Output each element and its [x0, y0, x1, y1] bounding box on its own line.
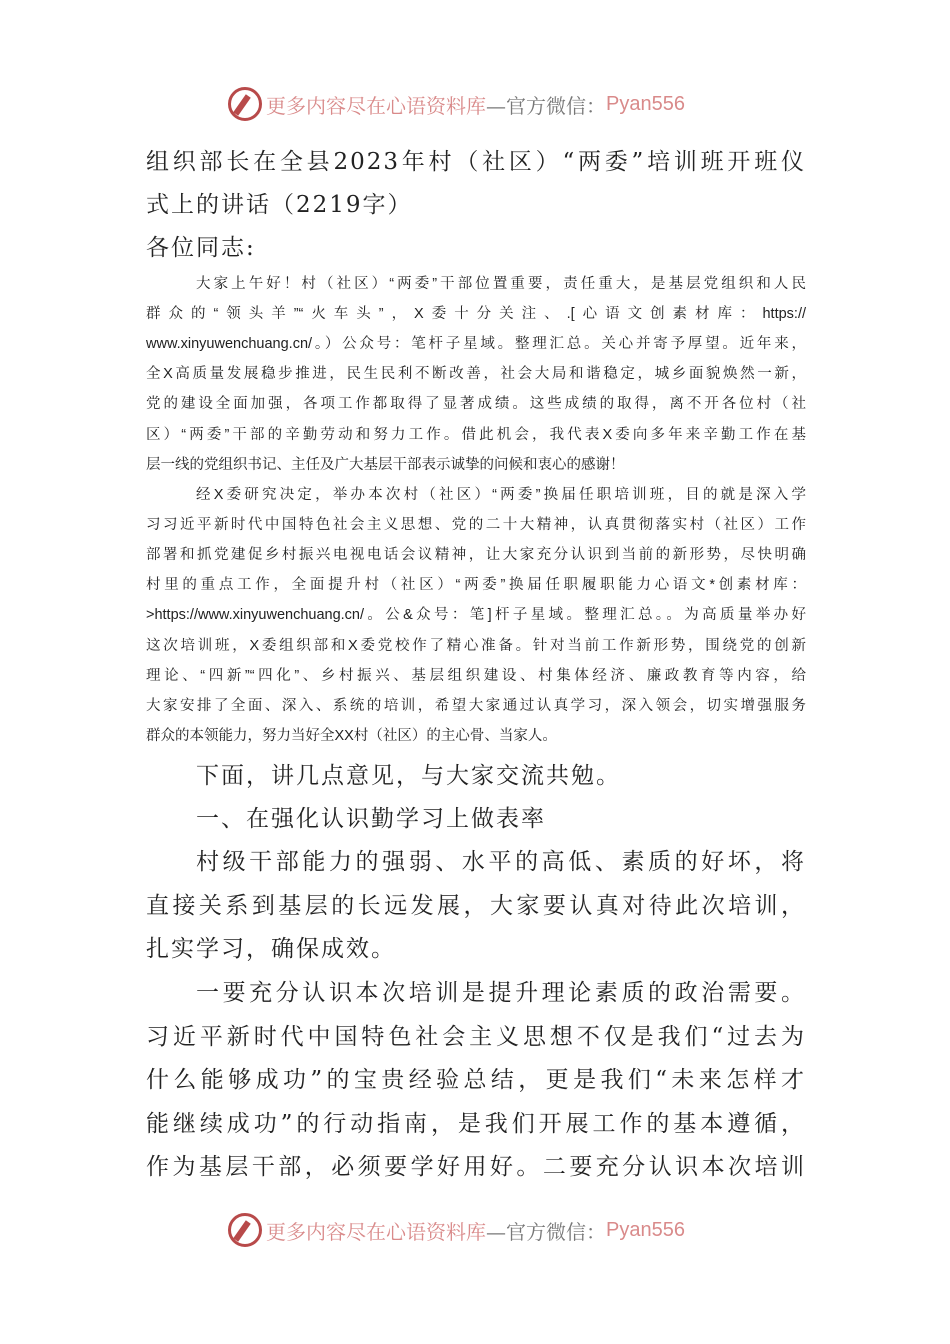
- body-paragraph-line: 区）“两委”干部的辛勤劳动和努力工作。借此机会，我代表X委向多年来辛勤工作在基: [146, 426, 806, 443]
- pen-logo-icon: [228, 1213, 262, 1247]
- document-title: 式上的讲话（2219字）: [146, 192, 413, 218]
- body-paragraph-line: 党的建设全面加强，各项工作都取得了显著成绩。这些成绩的取得，离不开各位村（社: [146, 396, 806, 413]
- pen-logo-icon: [228, 87, 262, 121]
- watermark-text: —官方微信：: [486, 1219, 606, 1244]
- body-paragraph-line: 直接关系到基层的长远发展，大家要认真对待此次培训，: [146, 892, 806, 919]
- watermark-wechat: Pyan556: [606, 1218, 685, 1241]
- body-paragraph-line: 群众的本领能力，努力当好全XX村（社区）的主心骨、当家人。: [146, 727, 557, 744]
- body-paragraph-line: 群众的“领头羊”“火车头”，X委十分关注、.[心语文创素材库：https://: [146, 306, 806, 323]
- body-paragraph-line: 这次培训班，X委组织部和X委党校作了精心准备。针对当前工作新形势，围绕党的创新: [146, 637, 806, 654]
- body-paragraph-line: 层一线的党组织书记、主任及广大基层干部表示诚挚的问候和衷心的感谢！: [146, 456, 625, 473]
- body-paragraph-line: 大家上午好！村（社区）“两委”干部位置重要，责任重大，是基层党组织和人民: [196, 276, 806, 292]
- body-paragraph-line: 经X委研究决定，举办本次村（社区）“两委”换届任职培训班，目的就是深入学: [196, 487, 806, 503]
- body-paragraph-line: 什么能够成功”的宝贵经验总结，更是我们“未来怎样才: [146, 1067, 806, 1094]
- body-paragraph-line: 能继续成功”的行动指南，是我们开展工作的基本遵循，: [146, 1110, 806, 1137]
- body-paragraph-line: 大家安排了全面、深入、系统的培训，希望大家通过认真学习，深入领会，切实增强服务: [146, 697, 806, 714]
- body-paragraph-line: www.xinyuwenchuang.cn/。）公众号：笔杆子星域。整理汇总。关心并寄予厚望。近年来，: [146, 336, 806, 353]
- body-paragraph: 下面，讲几点意见，与大家交流共勉。: [196, 763, 621, 789]
- watermark-text: 更多内容尽在心语资料库: [266, 1219, 486, 1244]
- section-heading: 一、在强化认识勤学习上做表率: [196, 806, 546, 832]
- body-paragraph-line: 作为基层干部，必须要学好用好。二要充分认识本次培训: [146, 1154, 806, 1181]
- body-paragraph-line: 理论、“四新”“四化”、乡村振兴、基层组织建设、村集体经济、廉政教育等内容，给: [146, 667, 806, 684]
- body-paragraph-line: 扎实学习，确保成效。: [146, 936, 396, 963]
- body-paragraph-line: 习近平新时代中国特色社会主义思想不仅是我们“过去为: [146, 1023, 806, 1050]
- body-paragraph-line: 村级干部能力的强弱、水平的高低、素质的好坏，将: [196, 849, 806, 875]
- body-paragraph-line: 村里的重点工作，全面提升村（社区）“两委”换届任职履职能力心语文*创素材库：: [146, 577, 806, 594]
- watermark-wechat: Pyan556: [606, 92, 685, 115]
- salutation: 各位同志:: [146, 235, 256, 261]
- footer-watermark: [228, 1212, 728, 1248]
- header-watermark: [228, 86, 728, 122]
- watermark-text: 更多内容尽在心语资料库: [266, 93, 486, 118]
- body-paragraph-line: 部署和抓党建促乡村振兴电视电话会议精神，让大家充分认识到当前的新形势，尽快明确: [146, 547, 806, 564]
- body-paragraph-line: 一要充分认识本次培训是提升理论素质的政治需要。: [196, 980, 806, 1006]
- body-paragraph-line: 全X高质量发展稳步推进，民生民利不断改善，社会大局和谐稳定，城乡面貌焕然一新，: [146, 366, 806, 383]
- watermark-text: —官方微信：: [486, 93, 606, 118]
- body-paragraph-line: 习习近平新时代中国特色社会主义思想、党的二十大精神，认真贯彻落实村（社区）工作: [146, 517, 806, 534]
- body-paragraph-line: >https://www.xinyuwenchuang.cn/。公&众号：笔]杆子星域。整理汇总。。为高质量举办好: [146, 607, 806, 624]
- document-title: 组织部长在全县2023年村（社区）“两委”培训班开班仪: [146, 149, 806, 175]
